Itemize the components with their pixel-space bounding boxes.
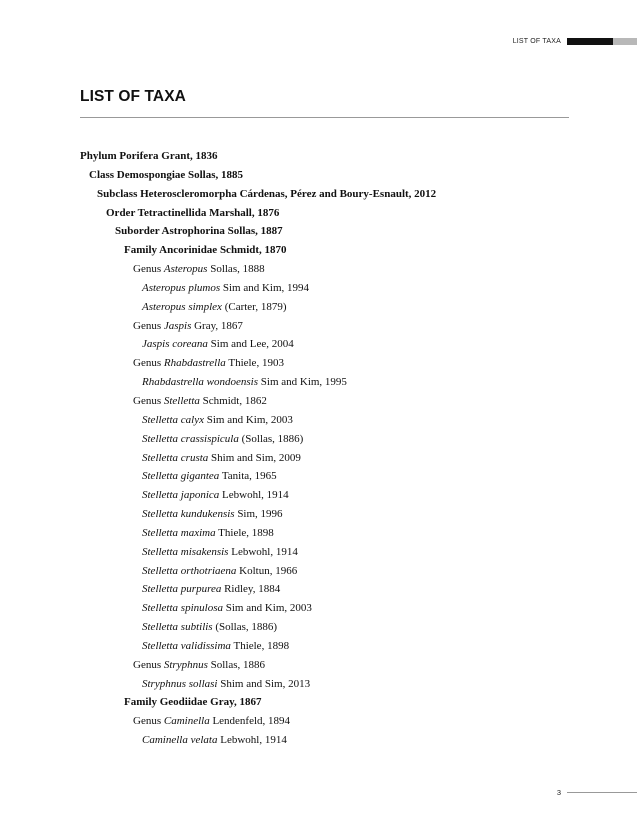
taxon-name: Genus xyxy=(133,263,164,276)
taxon-name: Phylum Porifera Grant, 1836 xyxy=(80,150,218,162)
taxon-name: Genus xyxy=(133,658,164,671)
taxon-entry xyxy=(0,712,436,731)
taxon-name: Genus xyxy=(133,394,164,407)
taxon-name: Suborder Astrophorina Sollas, 1887 xyxy=(115,225,283,238)
taxon-entry xyxy=(0,599,436,618)
taxon-entry xyxy=(0,204,436,223)
taxon-author: Lebwohl, 1914 xyxy=(217,734,287,747)
taxon-entry xyxy=(0,675,436,694)
header-bar-dark xyxy=(567,38,613,45)
taxon-italic: Stelletta calyx xyxy=(142,413,204,426)
taxon-entry xyxy=(0,524,436,543)
taxon-author: Schmidt, 1862 xyxy=(199,394,267,407)
taxon-italic: Stryphnus sollasi xyxy=(142,677,218,690)
taxon-italic: Stelletta misakensis xyxy=(142,545,229,558)
taxon-italic: Stelletta kundukensis xyxy=(142,508,235,521)
taxon-author: Lendenfeld, 1894 xyxy=(209,715,291,728)
taxon-author: Thiele, 1898 xyxy=(230,639,290,652)
taxon-italic: Stelletta gigantea xyxy=(142,470,220,483)
taxon-italic: Caminella velata xyxy=(142,734,218,747)
taxon-italic: Asteropus simplex xyxy=(142,300,222,313)
taxon-italic: Stelletta orthotriaena xyxy=(142,564,237,577)
header-bar-light xyxy=(613,38,637,45)
taxon-italic: Stelletta maxima xyxy=(142,526,216,539)
taxon-entry xyxy=(0,731,436,750)
taxon-italic: Jaspis coreana xyxy=(142,338,208,351)
taxon-name: Genus xyxy=(133,357,164,370)
taxon-author: Thiele, 1898 xyxy=(215,526,274,539)
taxon-author: (Carter, 1879) xyxy=(221,300,287,313)
taxon-name: Class Demospongiae Sollas, 1885 xyxy=(89,168,244,181)
taxon-entry xyxy=(0,373,436,392)
taxa-list xyxy=(0,147,436,750)
taxon-italic: Stelletta validissima xyxy=(142,639,231,652)
taxon-author: Thiele, 1903 xyxy=(225,357,284,370)
taxon-italic: Stelletta crassispicula xyxy=(142,432,239,445)
taxon-entry xyxy=(0,222,436,241)
taxon-author: Sim and Kim, 1994 xyxy=(220,281,310,294)
taxon-italic: Stelletta purpurea xyxy=(142,583,222,596)
taxon-author: Koltun, 1966 xyxy=(236,564,298,577)
taxon-italic: Stryphnus xyxy=(163,658,208,671)
taxon-author: Lebwohl, 1914 xyxy=(228,545,298,558)
taxon-entry xyxy=(0,317,436,336)
taxon-author: (Sollas, 1886) xyxy=(212,621,278,634)
taxon-author: Sim and Kim, 1995 xyxy=(258,376,347,389)
taxon-italic: Rhabdastrella xyxy=(163,357,226,370)
taxon-author: Ridley, 1884 xyxy=(221,583,281,596)
taxon-entry xyxy=(0,467,436,486)
taxon-name: Genus xyxy=(133,319,164,332)
taxon-entry xyxy=(0,618,436,637)
page-number: 3 xyxy=(556,788,561,797)
taxon-author: Shim and Sim, 2009 xyxy=(208,451,301,464)
taxon-entry xyxy=(0,166,436,185)
taxon-entry xyxy=(0,411,436,430)
taxon-author: Tanita, 1965 xyxy=(219,470,277,483)
taxon-italic: Asteropus xyxy=(163,263,208,276)
taxon-entry xyxy=(0,260,436,279)
taxon-name: Order Tetractinellida Marshall, 1876 xyxy=(106,206,280,219)
taxon-author: Sim and Lee, 2004 xyxy=(207,338,294,351)
taxon-entry xyxy=(0,505,436,524)
taxon-entry xyxy=(0,354,436,373)
taxon-name: Subclass Heteroscleromorpha Cárdenas, Pérez and Boury-Esnault, 2012 xyxy=(97,187,437,200)
taxon-author: (Sollas, 1886) xyxy=(238,432,304,445)
taxon-author: Gray, 1867 xyxy=(191,319,243,332)
taxon-entry xyxy=(0,335,436,354)
taxon-name: Genus xyxy=(133,715,164,728)
taxon-italic: Stelletta subtilis xyxy=(142,621,213,634)
taxon-entry xyxy=(0,185,436,204)
taxon-entry xyxy=(0,147,436,166)
taxon-author: Sim and Kim, 2003 xyxy=(222,602,312,615)
taxon-entry xyxy=(0,656,436,675)
taxon-italic: Rhabdastrella wondoensis xyxy=(142,376,259,389)
taxon-entry xyxy=(0,693,436,712)
taxon-author: Sim and Kim, 2003 xyxy=(204,413,293,426)
footer-rule xyxy=(567,792,637,793)
title-divider xyxy=(80,117,569,118)
taxon-italic: Jaspis xyxy=(163,319,192,332)
taxon-name: Family Geodiidae Gray, 1867 xyxy=(124,696,262,709)
running-header-text: LIST OF TAXA xyxy=(512,37,561,45)
running-header xyxy=(513,36,637,46)
taxon-entry xyxy=(0,241,436,260)
taxon-entry xyxy=(0,637,436,656)
taxon-italic: Caminella xyxy=(163,715,210,728)
taxon-entry xyxy=(0,298,436,317)
taxon-entry xyxy=(0,486,436,505)
taxon-italic: Asteropus plumos xyxy=(142,281,221,294)
taxon-author: Sim, 1996 xyxy=(234,508,283,521)
taxon-italic: Stelletta japonica xyxy=(142,489,220,502)
taxon-italic: Stelletta xyxy=(163,394,200,407)
taxon-author: Lebwohl, 1914 xyxy=(219,489,289,502)
taxon-entry xyxy=(0,580,436,599)
taxon-entry xyxy=(0,562,436,581)
taxon-italic: Stelletta spinulosa xyxy=(142,602,223,615)
taxon-author: Shim and Sim, 2013 xyxy=(217,677,311,690)
taxon-author: Sollas, 1888 xyxy=(207,263,265,276)
taxon-entry xyxy=(0,543,436,562)
taxon-entry xyxy=(0,449,436,468)
taxon-entry xyxy=(0,430,436,449)
taxon-author: Sollas, 1886 xyxy=(207,658,266,671)
taxon-entry xyxy=(0,279,436,298)
taxon-italic: Stelletta crusta xyxy=(142,451,209,464)
taxon-entry xyxy=(0,392,436,411)
taxon-name: Family Ancorinidae Schmidt, 1870 xyxy=(124,244,287,257)
page-title: LIST OF TAXA xyxy=(80,88,186,105)
page-footer xyxy=(557,788,637,797)
